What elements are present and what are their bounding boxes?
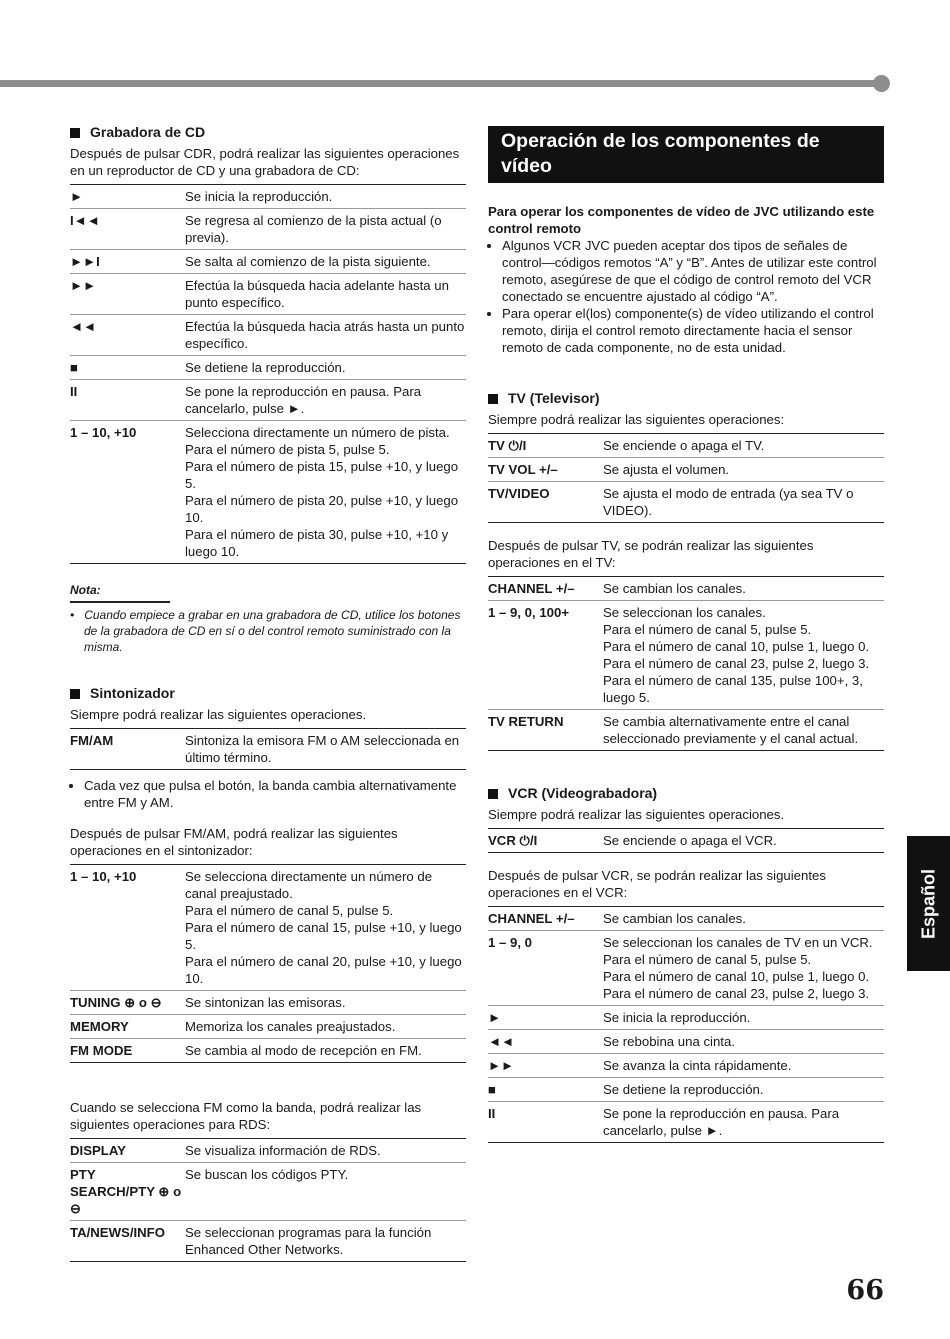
- row-description: Se detiene la reproducción.: [185, 356, 466, 380]
- cd-table: [70, 184, 466, 564]
- row-description: Se inicia la reproducción.: [185, 189, 333, 204]
- tuner-table-3: [70, 1138, 466, 1262]
- table-row: [488, 482, 884, 523]
- table-row: [70, 209, 466, 250]
- table-row: [70, 315, 466, 356]
- cd-heading: Grabadora de CD: [70, 124, 466, 141]
- row-key: 1 – 9, 0, 100+: [488, 601, 603, 710]
- list-item: • Algunos VCR JVC pueden aceptar dos tipos de señales de control—códigos remotos “A” y “B”. Antes de utilizar este control remoto, asegúrese de que el código de control remoto del VCR conectado se encuentre ajustado al código “A”.: [502, 237, 884, 305]
- tv-table-1: [488, 433, 884, 523]
- table-row: [488, 931, 884, 1006]
- table-row: [488, 1030, 884, 1054]
- row-description: Se enciende o apaga el VCR.: [603, 833, 777, 848]
- vcr-intro: Siempre podrá realizar las siguientes operaciones.: [488, 807, 785, 822]
- table-row: [70, 250, 466, 274]
- tuner-bullet: • Cada vez que pulsa el botón, la banda cambia alternativamente entre FM y AM.: [84, 777, 466, 811]
- table-row: [70, 356, 466, 380]
- table-row: [70, 274, 466, 315]
- row-description: Se inicia la reproducción.: [603, 1006, 884, 1030]
- row-description: Se rebobina una cinta.: [603, 1030, 884, 1054]
- row-key: 1 – 9, 0: [488, 931, 603, 1006]
- square-bullet-icon: [70, 128, 80, 138]
- row-description: Selecciona directamente un número de pista. Para el número de pista 5, pulse 5. Para el número de pista 15, pulse +10, y luego 5. Para el número de pista 20, pulse +10, y luego 10. Para el número de pista 30, pulse +10, +10 y luego 10.: [185, 421, 466, 564]
- table-row: [488, 458, 884, 482]
- top-rule-dot: [873, 75, 890, 92]
- row-description: Se cambia al modo de recepción en FM.: [185, 1039, 466, 1063]
- table-row: [70, 1015, 466, 1039]
- note-title: Nota:: [70, 583, 101, 597]
- row-description: Sintoniza la emisora FM o AM seleccionada en último término.: [185, 733, 460, 765]
- row-key: CHANNEL +/–: [488, 581, 575, 596]
- table-row: [70, 865, 466, 991]
- row-key: ■: [70, 356, 185, 380]
- row-key: TV RETURN: [488, 710, 603, 751]
- language-side-tab: Español: [907, 836, 950, 971]
- tuner-table-1: [70, 728, 466, 770]
- video-subheading: Para operar los componentes de vídeo de JVC utilizando este control remoto: [488, 204, 875, 236]
- row-description: Efectúa la búsqueda hacia adelante hasta un punto específico.: [185, 274, 466, 315]
- table-row: [488, 434, 884, 458]
- tv-intro-2: Después de pulsar TV, se podrán realizar las siguientes operaciones en el TV:: [488, 538, 814, 570]
- row-key: TV VOL +/–: [488, 458, 603, 482]
- row-key: TV ⏻/I: [488, 438, 527, 453]
- table-row: [488, 1054, 884, 1078]
- table-row: [70, 1139, 466, 1163]
- tuner-bullet-list: [70, 777, 466, 811]
- row-description: Se salta al comienzo de la pista siguiente.: [185, 250, 466, 274]
- video-bullet-list: [488, 237, 884, 356]
- table-row: [70, 421, 466, 564]
- tuner-heading: Sintonizador: [70, 685, 466, 702]
- row-description: Se ajusta el volumen.: [603, 458, 884, 482]
- row-key: VCR ⏻/I: [488, 833, 538, 848]
- row-key: ◄◄: [70, 315, 185, 356]
- video-banner: Operación de los componentes de vídeo: [488, 126, 884, 183]
- row-description: Se seleccionan los canales. Para el número de canal 5, pulse 5. Para el número de canal 10, pulse 1, luego 0. Para el número de canal 23, pulse 2, luego 3. Para el número de canal 135, pulse 100+, 3, luego 5.: [603, 601, 884, 710]
- table-row: [70, 185, 466, 209]
- row-key: II: [488, 1102, 603, 1143]
- square-bullet-icon: [70, 689, 80, 699]
- row-key: 1 – 10, +10: [70, 421, 185, 564]
- row-key: ►: [488, 1006, 603, 1030]
- row-description: Se cambia alternativamente entre el canal seleccionado previamente y el canal actual.: [603, 710, 884, 751]
- row-key: 1 – 10, +10: [70, 869, 137, 884]
- row-key: I◄◄: [70, 209, 185, 250]
- row-description: Se detiene la reproducción.: [603, 1078, 884, 1102]
- row-key: TA/NEWS/INFO: [70, 1221, 185, 1262]
- vcr-heading: VCR (Videograbadora): [488, 785, 884, 802]
- row-key: TV/VIDEO: [488, 482, 603, 523]
- left-column: [70, 124, 466, 1262]
- table-row: [70, 991, 466, 1015]
- tuner-table-2: [70, 864, 466, 1063]
- row-description: Se pone la reproducción en pausa. Para cancelarlo, pulse ►.: [603, 1102, 884, 1143]
- row-key: DISPLAY: [70, 1143, 126, 1158]
- right-column: [488, 126, 884, 1143]
- row-description: Se visualiza información de RDS.: [185, 1143, 381, 1158]
- tuner-intro-3: Cuando se selecciona FM como la banda, podrá realizar las siguientes operaciones para RDS:: [70, 1100, 422, 1132]
- list-item: • Para operar el(los) componente(s) de vídeo utilizando el control remoto, dirija el control remoto directamente hacia el sensor remoto de cada componente, no de esta unidad.: [502, 305, 884, 356]
- row-key: CHANNEL +/–: [488, 911, 575, 926]
- table-row: [70, 380, 466, 421]
- row-key: FM/AM: [70, 733, 114, 748]
- row-description: Se seleccionan los canales de TV en un VCR. Para el número de canal 5, pulse 5. Para el número de canal 10, pulse 1, luego 0. Para el número de canal 23, pulse 2, luego 3.: [603, 931, 884, 1006]
- tv-intro: Siempre podrá realizar las siguientes operaciones:: [488, 412, 785, 427]
- row-description: Efectúa la búsqueda hacia atrás hasta un punto específico.: [185, 315, 466, 356]
- row-key: MEMORY: [70, 1015, 185, 1039]
- row-description: Se regresa al comienzo de la pista actual (o previa).: [185, 209, 466, 250]
- row-key: ■: [488, 1078, 603, 1102]
- tv-heading: TV (Televisor): [488, 390, 884, 407]
- table-row: [488, 577, 884, 601]
- note-rule: [70, 601, 170, 603]
- row-key: TUNING ⊕ o ⊖: [70, 991, 185, 1015]
- table-row: [488, 907, 884, 931]
- row-key: II: [70, 380, 185, 421]
- table-row: [488, 710, 884, 751]
- table-row: [70, 1221, 466, 1262]
- row-description: Se ajusta el modo de entrada (ya sea TV o VIDEO).: [603, 482, 884, 523]
- cd-intro: Después de pulsar CDR, podrá realizar las siguientes operaciones en un reproductor de CD y una grabadora de CD:: [70, 146, 460, 178]
- table-row: [70, 1163, 466, 1221]
- table-row: [70, 729, 466, 770]
- table-row: [488, 1078, 884, 1102]
- row-description: Se buscan los códigos PTY.: [185, 1163, 466, 1221]
- page-number: 66: [846, 1275, 884, 1306]
- tv-table-2: [488, 576, 884, 751]
- top-rule: [0, 80, 878, 87]
- row-description: Se avanza la cinta rápidamente.: [603, 1054, 884, 1078]
- row-description: Se cambian los canales.: [603, 581, 746, 596]
- vcr-table-2: [488, 906, 884, 1143]
- table-row: [488, 829, 884, 853]
- table-row: [488, 1102, 884, 1143]
- row-key: ►►: [70, 274, 185, 315]
- row-description: Memoriza los canales preajustados.: [185, 1015, 466, 1039]
- row-description: Se cambian los canales.: [603, 911, 746, 926]
- row-key: ►: [70, 189, 84, 204]
- row-description: Se sintonizan las emisoras.: [185, 991, 466, 1015]
- vcr-table-1: [488, 828, 884, 853]
- tuner-intro: Siempre podrá realizar las siguientes operaciones.: [70, 707, 367, 722]
- row-description: Se seleccionan programas para la función Enhanced Other Networks.: [185, 1221, 466, 1262]
- square-bullet-icon: [488, 789, 498, 799]
- row-key: ►►: [488, 1054, 603, 1078]
- vcr-intro-2: Después de pulsar VCR, se podrán realizar las siguientes operaciones en el VCR:: [488, 868, 826, 900]
- row-key: PTY SEARCH/PTY ⊕ o ⊖: [70, 1163, 185, 1221]
- tuner-intro-2: Después de pulsar FM/AM, podrá realizar las siguientes operaciones en el sintonizador:: [70, 826, 398, 858]
- table-row: [488, 1006, 884, 1030]
- row-description: Se selecciona directamente un número de canal preajustado. Para el número de canal 5, pulse 5. Para el número de canal 15, pulse +10, y luego 5. Para el número de canal 20, pulse +10, y luego 10.: [185, 869, 462, 986]
- row-key: ◄◄: [488, 1030, 603, 1054]
- row-key: ►►I: [70, 250, 185, 274]
- row-key: FM MODE: [70, 1039, 185, 1063]
- square-bullet-icon: [488, 394, 498, 404]
- note-text: • Cuando empiece a grabar en una grabadora de CD, utilice los botones de la grabadora de CD en sí o del control remoto suministrado con la misma.: [70, 608, 461, 654]
- row-description: Se enciende o apaga el TV.: [603, 438, 765, 453]
- row-description: Se pone la reproducción en pausa. Para cancelarlo, pulse ►.: [185, 380, 466, 421]
- table-row: [70, 1039, 466, 1063]
- table-row: [488, 601, 884, 710]
